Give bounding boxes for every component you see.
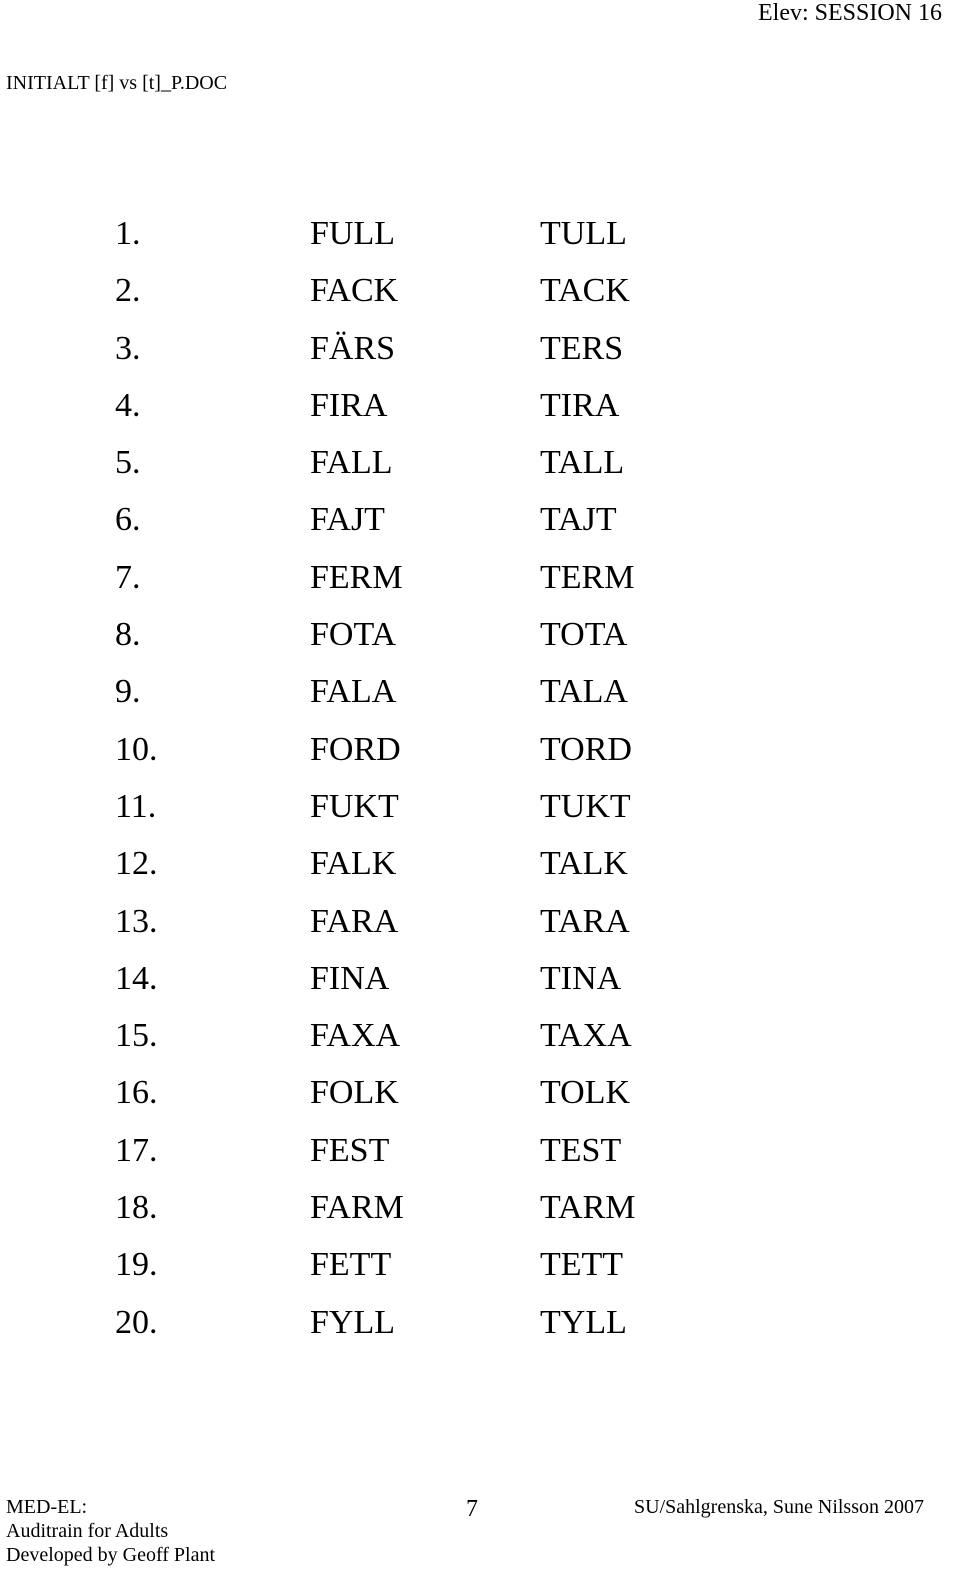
f-word: FALK xyxy=(310,845,397,883)
item-number: 15. xyxy=(115,1017,158,1055)
f-word: FYLL xyxy=(310,1303,395,1341)
f-word: FORD xyxy=(310,730,401,768)
word-pair-row xyxy=(0,1302,960,1359)
t-word: TALK xyxy=(540,845,628,883)
t-word: TOTA xyxy=(540,616,628,654)
t-word: TARM xyxy=(540,1189,636,1227)
f-word: FIRA xyxy=(310,386,388,424)
item-number: 2. xyxy=(115,272,141,310)
t-word: TAXA xyxy=(540,1017,632,1055)
word-pair-row xyxy=(0,729,960,786)
item-number: 5. xyxy=(115,444,141,482)
word-pair-row xyxy=(0,499,960,556)
item-number: 6. xyxy=(115,501,141,539)
t-word: TULL xyxy=(540,215,627,252)
item-number: 20. xyxy=(115,1303,158,1341)
f-word: FARM xyxy=(310,1189,404,1227)
f-word: FINA xyxy=(310,959,390,997)
t-word: TERS xyxy=(540,329,624,367)
t-word: TOLK xyxy=(540,1074,631,1112)
footer-author-credit: SU/Sahlgrenska, Sune Nilsson 2007 xyxy=(634,1496,924,1518)
t-word: TALL xyxy=(540,444,625,482)
word-pair-row xyxy=(0,843,960,900)
page-number: 7 xyxy=(466,1496,478,1522)
session-header: Elev: SESSION 16 xyxy=(757,0,942,26)
word-pair-row xyxy=(0,1072,960,1129)
f-word: FULL xyxy=(310,215,395,252)
t-word: TERM xyxy=(540,558,635,596)
item-number: 9. xyxy=(115,673,141,711)
t-word: TETT xyxy=(540,1246,624,1284)
word-pair-row xyxy=(0,1130,960,1187)
t-word: TALA xyxy=(540,673,628,711)
t-word: TIRA xyxy=(540,386,620,424)
t-word: TAJT xyxy=(540,501,617,539)
t-word: TUKT xyxy=(540,787,631,825)
item-number: 14. xyxy=(115,959,158,997)
document-filename: INITIALT [f] vs [t]_P.DOC xyxy=(6,72,228,94)
item-number: 11. xyxy=(115,787,157,825)
f-word: FALA xyxy=(310,673,397,711)
f-word: FOTA xyxy=(310,616,397,654)
item-number: 7. xyxy=(115,558,141,596)
f-word: FAJT xyxy=(310,501,385,539)
word-pair-row xyxy=(0,1015,960,1072)
item-number: 13. xyxy=(115,902,158,940)
word-pair-row xyxy=(0,557,960,614)
item-number: 17. xyxy=(115,1131,158,1169)
word-pair-row xyxy=(0,270,960,327)
word-pair-row xyxy=(0,442,960,499)
f-word: FEST xyxy=(310,1131,390,1169)
t-word: TARA xyxy=(540,902,630,940)
item-number: 12. xyxy=(115,845,158,883)
footer-credits xyxy=(6,1495,215,1567)
item-number: 19. xyxy=(115,1246,158,1284)
f-word: FAXA xyxy=(310,1017,401,1055)
f-word: FÄRS xyxy=(310,329,396,367)
item-number: 4. xyxy=(115,386,141,424)
f-word: FUKT xyxy=(310,787,399,825)
word-pair-row xyxy=(0,671,960,728)
t-word: TYLL xyxy=(540,1303,627,1341)
f-word: FERM xyxy=(310,558,403,596)
word-pair-row xyxy=(0,786,960,843)
word-pair-row xyxy=(0,958,960,1015)
f-word: FACK xyxy=(310,272,399,310)
t-word: TINA xyxy=(540,959,622,997)
f-word: FALL xyxy=(310,444,393,482)
footer-line-2: Auditrain for Adults xyxy=(6,1520,169,1542)
word-pair-row xyxy=(0,328,960,385)
item-number: 18. xyxy=(115,1189,158,1227)
word-pair-row xyxy=(0,901,960,958)
word-pair-list xyxy=(0,213,960,1359)
t-word: TACK xyxy=(540,272,630,310)
t-word: TORD xyxy=(540,730,632,768)
f-word: FOLK xyxy=(310,1074,399,1112)
word-pair-row xyxy=(0,213,960,270)
f-word: FETT xyxy=(310,1246,392,1284)
t-word: TEST xyxy=(540,1131,622,1169)
footer-line-3: Developed by Geoff Plant xyxy=(6,1544,216,1566)
footer-line-1: MED-EL: xyxy=(6,1496,88,1518)
item-number: 10. xyxy=(115,730,158,768)
word-pair-row xyxy=(0,1244,960,1301)
word-pair-row xyxy=(0,385,960,442)
item-number: 3. xyxy=(115,329,141,367)
word-pair-row xyxy=(0,614,960,671)
f-word: FARA xyxy=(310,902,399,940)
item-number: 16. xyxy=(115,1074,158,1112)
item-number: 8. xyxy=(115,616,141,654)
item-number: 1. xyxy=(115,215,141,252)
word-pair-row xyxy=(0,1187,960,1244)
